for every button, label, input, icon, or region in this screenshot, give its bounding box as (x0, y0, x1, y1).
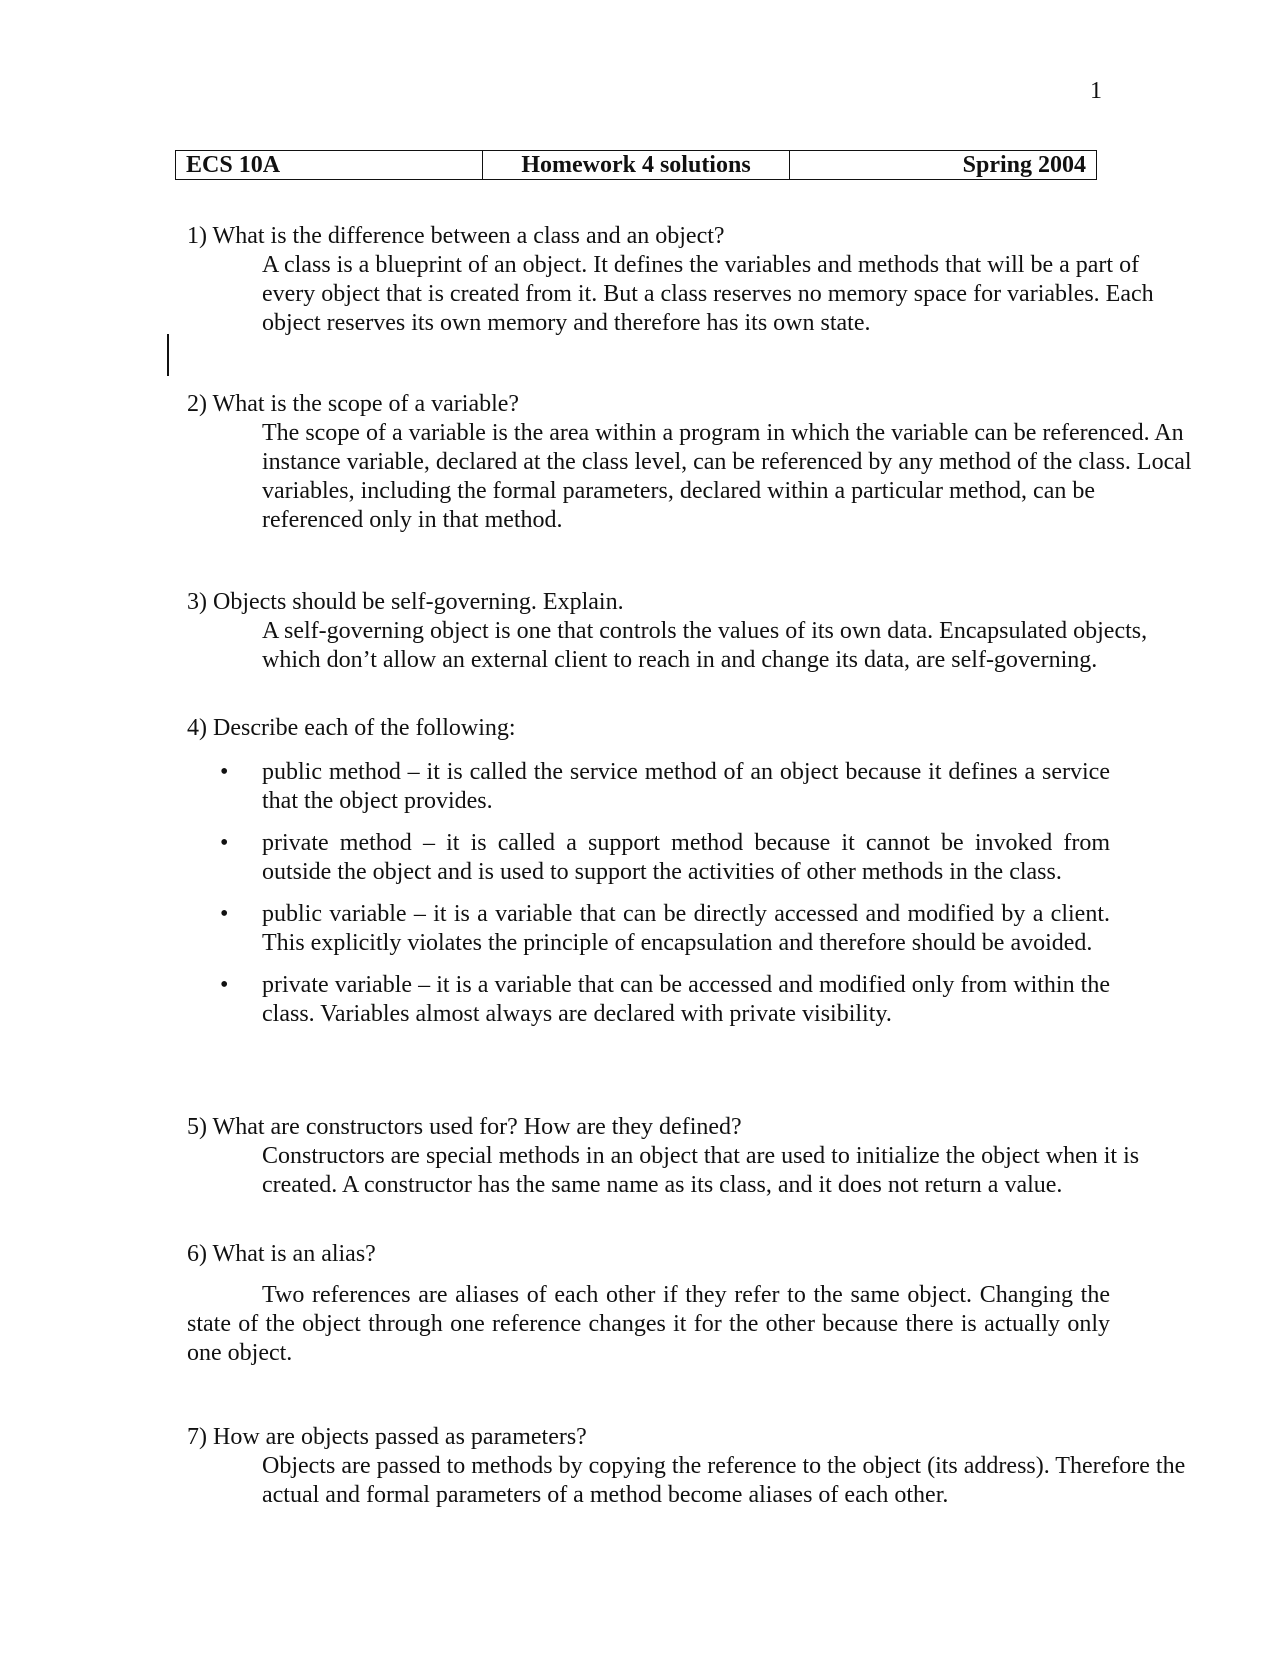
question-text: 5) What are constructors used for? How are they defined? (187, 1114, 742, 1140)
answer-text: A self-governing object is one that controls the values of its own data. Encapsulated objects, which don’t allow an external client to reach in and change its data, are self-governing. (262, 618, 1148, 673)
answer-text: A class is a blueprint of an object. It defines the variables and methods that will be a part of every object that is created from it. But a class reserves no memory space for variables. Each object reserves its own memory and therefore has its own state. (262, 252, 1154, 336)
list-item (187, 900, 1110, 958)
answer-text: Two references are aliases of each other if they refer to the same object. Changing the state of the object through one reference changes it for the other because there is actually only one object. (187, 1282, 1110, 1366)
question-4 (187, 714, 1197, 1042)
header-table (175, 150, 1097, 180)
list-item-text: public method – it is called the service method of an object because it defines a service that the object provides. (262, 759, 1110, 814)
list-item-text: private method – it is called a support method because it cannot be invoked from outside the object and is used to support the activities of other methods in the class. (262, 830, 1110, 885)
bullet-list (187, 758, 1197, 1029)
question-6 (187, 1240, 1197, 1368)
question-text: 4) Describe each of the following: (187, 715, 516, 741)
question-text: 7) How are objects passed as parameters? (187, 1424, 587, 1450)
answer-text: Objects are passed to methods by copying the reference to the object (its address). Therefore the actual and formal parameters of a method become aliases of each other. (262, 1453, 1186, 1508)
list-item (187, 829, 1110, 887)
question-text: 6) What is an alias? (187, 1241, 376, 1267)
document-title: Homework 4 solutions (483, 151, 790, 180)
answer-text: Constructors are special methods in an object that are used to initialize the object when it is created. A constructor has the same name as its class, and it does not return a value. (262, 1143, 1140, 1198)
list-item (187, 971, 1110, 1029)
question-2 (187, 390, 1197, 535)
answer-text: The scope of a variable is the area within a program in which the variable can be referenced. An instance variable, declared at the class level, can be referenced by any method of the class. Local variables, including the formal parameters, declared within a particular method, can be referenced only in that method. (262, 420, 1192, 533)
page-number: 1 (1090, 78, 1102, 104)
list-item-text: public variable – it is a variable that can be directly accessed and modified by a client. This explicitly violates the principle of encapsulation and therefore should be avoided. (262, 901, 1110, 956)
question-text: 3) Objects should be self-governing. Explain. (187, 589, 624, 615)
bullet-icon: • (220, 830, 229, 856)
bullet-icon: • (220, 972, 229, 998)
question-7 (187, 1423, 1197, 1510)
question-5 (187, 1113, 1197, 1200)
bullet-icon: • (220, 901, 229, 927)
list-item-text: private variable – it is a variable that can be accessed and modified only from within the class. Variables almost always are declared with private visibility. (262, 972, 1110, 1027)
question-text: 2) What is the scope of a variable? (187, 391, 520, 417)
question-text: 1) What is the difference between a class and an object? (187, 223, 725, 249)
question-3 (187, 588, 1197, 675)
bullet-icon: • (220, 759, 229, 785)
course-name: ECS 10A (176, 151, 483, 180)
list-item (187, 758, 1110, 816)
term: Spring 2004 (790, 151, 1097, 180)
change-bar (167, 334, 169, 376)
question-1 (187, 222, 1197, 338)
